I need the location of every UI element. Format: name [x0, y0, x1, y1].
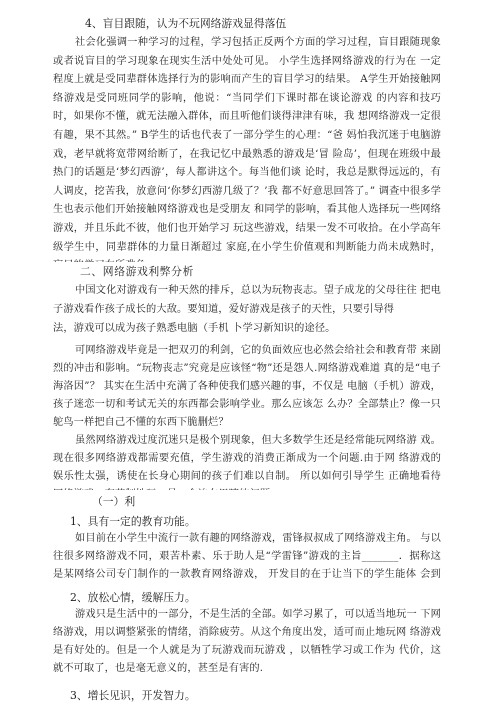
- paragraph-4: 虽然网络游戏过度沉迷只是极个别现象，但大多数学生还是经常能玩网络游 戏。现在很多网络游戏都需要充值，学生游戏的消费正渐成为一个问题.由于网 络游戏的娱乐性太强，诱使在长身心期间的孩子们难以自制。 所以如何引导学生 正确地看待: [53, 435, 441, 482]
- item-1-paragraph: 如目前在小学生中流行一款有趣的网络游戏，雷锋叔叔成了网络游戏主角。 与以往很多网络游戏不同，艰苦朴素、乐于助人是“学雷锋”游戏的主旨_______．据称这是某网络公司专门制作的一款教育网络游戏， 开发目的在于让当下的学生能体 会到: [53, 533, 441, 580]
- paragraph-2b: 法，游戏可以成为孩子熟悉电脑（手机 卜学习新知识的途径。: [53, 323, 336, 334]
- item-1-heading: 1、具有一定的教育功能。: [70, 515, 196, 528]
- paragraph-1: 社会化强调一种学习的过程，学习包括正反两个方面的学习过程，盲目跟随现象或者说盲目的学习现象在现实生活中处处可见。 小学生选择网络游戏的行为在 一定程度上就是受同辈群体选择行为的影响而产生的盲目学习的结果。 A学生开始接触网络游戏是受同班同学的影响，他说：“当同学们下课时都在谈论游戏 的内容和技巧时，如果你不懂，就无法融入群体，而且听他们谈得津津有味，我 想网络游戏一定很有趣，果不其然。” B学生的话也代表了一部分学生的心理：“爸 妈怕我沉迷于电脑游戏，老早就将宽带网给断了，在我记忆中最熟悉的游戏是‘冒 险岛’，但现在班级中最热门的话题是‘梦幻西游’，每人都讲这个。每当他们谈 论时，我总是默得远远的，有人调皮，挖苦我，放意问‘你梦幻西游几级了？’我 都不好意思回答了。” 调查中很多学生也表示他们开始接触网络游戏也是受朋友 和同学的影响，看其他人选择玩一些网络游戏，并且乐此不彼，他们也开始学习 玩这些游戏，结果一发不可收拾。在小学高年级学生中，同辈群体的力量日渐超过 家庭,在小学生价值观和判断能力尚未成熟时，: [53, 37, 441, 253]
- item-3-heading: 3、增长见识，开发智力。: [70, 689, 196, 702]
- heading-item-4: 4、盲目跟随，认为不玩网络游戏显得落伍: [85, 17, 287, 30]
- sub-heading-advantages: （一）利: [92, 495, 136, 508]
- item-2-paragraph: 游戏只是生活中的一部分，不是生活的全部。如学习累了，可以适当地玩一 下网络游戏，用以调整紧张的情绪，消除疲劳。从这个角度出发，适可而止地玩网 络游戏是有好处的。但是一个人就是为了玩游戏而玩游戏 ，以牺牲学习或工作为 代价，这就不可取了，也是毫无意义的，甚至是有害的.: [53, 609, 441, 674]
- section-title: 二、网络游戏利弊分析: [80, 265, 194, 278]
- item-2-heading: 2、放松心情，缓解压力。: [70, 591, 196, 604]
- paragraph-3: 可网络游戏毕竟是一把双刃的利剑，它的负面效应也必然会给社会和教育带 来剧烈的冲击和影响。“玩物丧志”究竟是应该怪“物”还是怨人.网络游戏难道 真的是“电子海洛因”？ 其实在生活中充满了各种使我们感兴趣的事，不仅是 电脑（手机）游戏，孩子迷恋一切和考试无关的东西都会影响学业。那么应该怎 么办？全部禁止？像一只鸵鸟一样把自己不懂的东西下脆删烂？: [53, 345, 441, 428]
- paragraph-2: 中国文化对游戏有一种天然的排斥，总以为玩物丧志。望子成龙的父母往往 把电子游戏看作孩子成长的大敌。要知道，爱好游戏是孩子的天性，只要引导得: [53, 285, 441, 315]
